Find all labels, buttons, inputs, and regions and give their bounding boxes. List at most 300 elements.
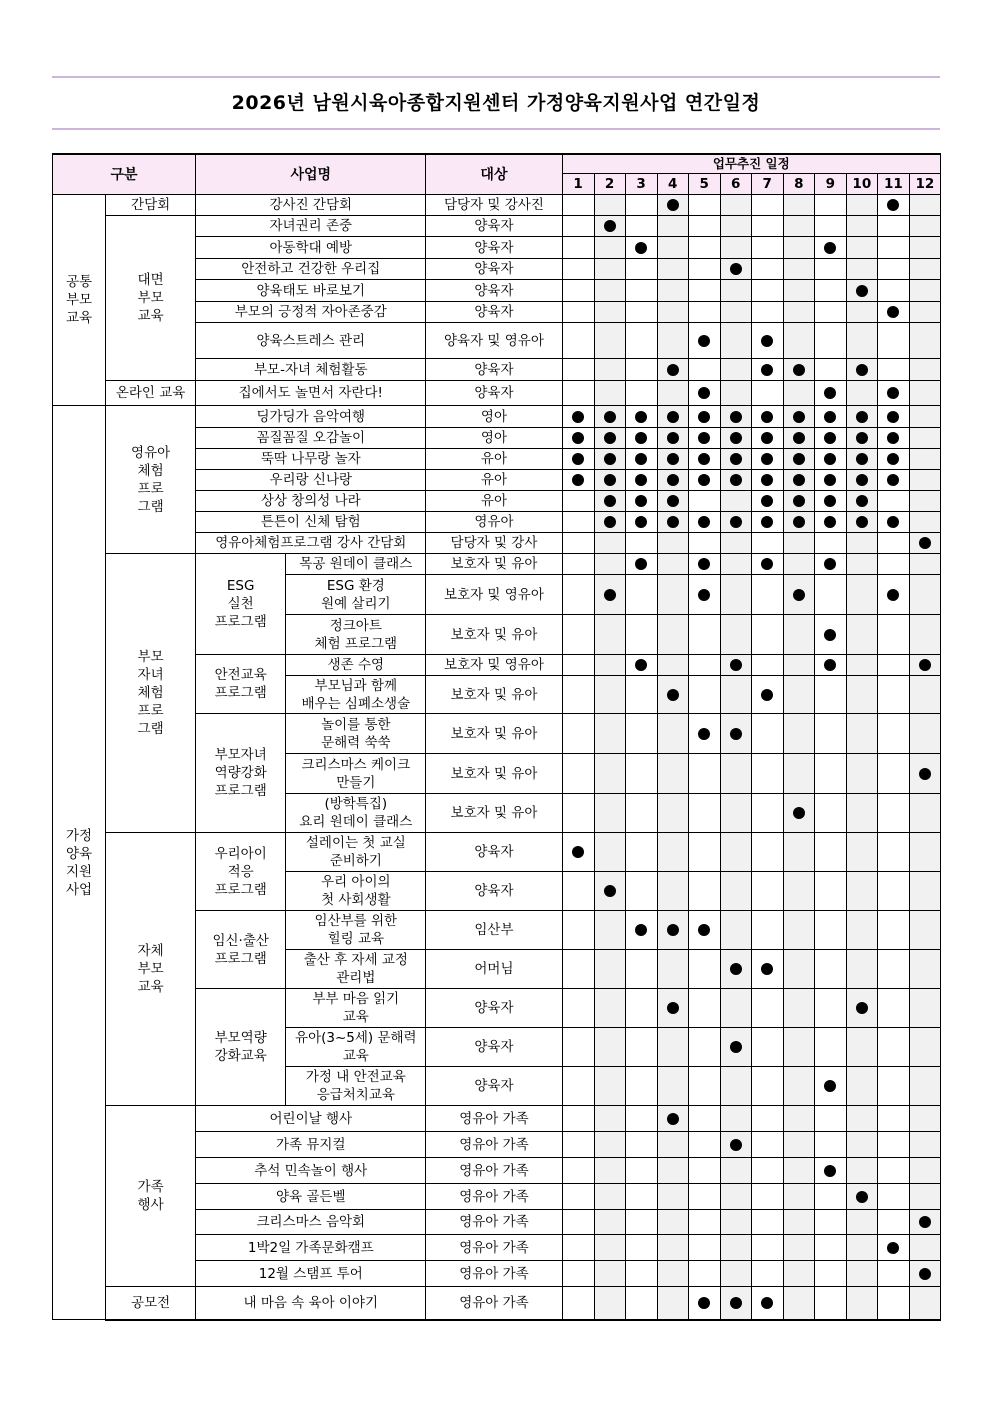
month-cell xyxy=(846,950,877,989)
schedule-dot-icon xyxy=(919,1216,931,1228)
month-cell xyxy=(688,655,720,676)
month-cell xyxy=(720,1287,751,1320)
month-cell xyxy=(846,533,877,554)
schedule-dot-icon xyxy=(856,474,868,486)
schedule-dot-icon xyxy=(824,387,836,399)
month-cell xyxy=(814,1287,846,1320)
schedule-dot-icon xyxy=(793,516,805,528)
month-cell xyxy=(562,615,594,655)
month-cell xyxy=(720,872,751,911)
month-cell xyxy=(720,676,751,714)
month-cell xyxy=(783,794,814,833)
program-name: 12월 스탬프 투어 xyxy=(196,1261,426,1287)
header-month: 2 xyxy=(594,174,625,195)
month-cell xyxy=(562,302,594,323)
program-name: 부모님과 함께 배우는 심폐소생술 xyxy=(286,676,426,714)
schedule-dot-icon xyxy=(698,589,710,601)
month-cell xyxy=(877,302,909,323)
month-cell xyxy=(751,1158,783,1184)
month-cell xyxy=(657,237,688,259)
table-row xyxy=(53,406,941,428)
program-name: 부부 마음 읽기 교육 xyxy=(286,989,426,1028)
month-cell xyxy=(783,470,814,491)
schedule-dot-icon xyxy=(730,432,742,444)
month-cell xyxy=(814,872,846,911)
program-name: 안전하고 건강한 우리집 xyxy=(196,259,426,280)
month-cell xyxy=(877,1184,909,1210)
month-cell xyxy=(783,1210,814,1235)
month-cell xyxy=(751,1132,783,1158)
month-cell xyxy=(783,1028,814,1067)
month-cell xyxy=(562,491,594,512)
month-cell xyxy=(594,1210,625,1235)
month-cell xyxy=(562,676,594,714)
program-target: 양육자 xyxy=(426,872,562,911)
month-cell xyxy=(909,1106,940,1132)
month-cell xyxy=(625,533,657,554)
month-cell xyxy=(657,950,688,989)
month-cell xyxy=(783,1158,814,1184)
month-cell xyxy=(594,470,625,491)
table-row xyxy=(53,1287,941,1320)
program-target: 영유아 가족 xyxy=(426,1184,562,1210)
month-cell xyxy=(625,1184,657,1210)
month-cell xyxy=(909,1067,940,1106)
month-cell xyxy=(909,470,940,491)
program-target: 어머님 xyxy=(426,950,562,989)
month-cell xyxy=(846,1028,877,1067)
month-cell xyxy=(562,1210,594,1235)
month-cell xyxy=(594,259,625,280)
schedule-dot-icon xyxy=(635,659,647,671)
program-target: 양육자 xyxy=(426,833,562,872)
program-name: 뚝딱 나무랑 놀자 xyxy=(196,449,426,470)
schedule-dot-icon xyxy=(887,516,899,528)
month-cell xyxy=(625,280,657,302)
month-cell xyxy=(751,280,783,302)
schedule-dot-icon xyxy=(604,474,616,486)
month-cell xyxy=(814,195,846,216)
month-cell xyxy=(751,259,783,280)
month-cell xyxy=(814,676,846,714)
month-cell xyxy=(783,1132,814,1158)
month-cell xyxy=(846,428,877,449)
month-cell xyxy=(625,989,657,1028)
month-cell xyxy=(625,794,657,833)
group-common-parent-edu: 공통 부모 교육 xyxy=(53,195,106,406)
month-cell xyxy=(594,655,625,676)
month-cell xyxy=(814,1158,846,1184)
month-cell xyxy=(751,359,783,381)
month-cell xyxy=(688,512,720,533)
month-cell xyxy=(783,1184,814,1210)
month-cell xyxy=(594,302,625,323)
schedule-dot-icon xyxy=(919,1268,931,1280)
month-cell xyxy=(877,794,909,833)
month-cell xyxy=(562,1184,594,1210)
month-cell xyxy=(720,554,751,575)
month-cell xyxy=(783,872,814,911)
month-cell xyxy=(688,195,720,216)
month-cell xyxy=(751,1028,783,1067)
month-cell xyxy=(783,911,814,950)
month-cell xyxy=(783,615,814,655)
month-cell xyxy=(814,237,846,259)
schedule-dot-icon xyxy=(824,242,836,254)
header-program: 사업명 xyxy=(196,154,426,195)
month-cell xyxy=(814,1235,846,1261)
subgroup-contest: 공모전 xyxy=(106,1287,196,1320)
month-cell xyxy=(814,1261,846,1287)
program-name: 상상 창의성 나라 xyxy=(196,491,426,512)
program-target: 양육자 xyxy=(426,280,562,302)
schedule-dot-icon xyxy=(856,432,868,444)
month-cell xyxy=(751,1235,783,1261)
schedule-dot-icon xyxy=(856,495,868,507)
month-cell xyxy=(688,575,720,615)
program-target: 보호자 및 유아 xyxy=(426,754,562,794)
month-cell xyxy=(688,714,720,754)
month-cell xyxy=(909,754,940,794)
header-month: 6 xyxy=(720,174,751,195)
schedule-dot-icon xyxy=(761,495,773,507)
table-row xyxy=(53,381,941,406)
month-cell xyxy=(562,1287,594,1320)
month-cell xyxy=(625,872,657,911)
month-cell xyxy=(594,381,625,406)
program-target: 유아 xyxy=(426,470,562,491)
month-cell xyxy=(846,1106,877,1132)
month-cell xyxy=(783,554,814,575)
month-cell xyxy=(625,381,657,406)
month-cell xyxy=(909,676,940,714)
program-name: 딩가딩가 음악여행 xyxy=(196,406,426,428)
program-target: 영유아 가족 xyxy=(426,1158,562,1184)
month-cell xyxy=(909,449,940,470)
table-row xyxy=(53,216,941,237)
program-name: 놀이를 통한 문해력 쑥쑥 xyxy=(286,714,426,754)
schedule-dot-icon xyxy=(887,199,899,211)
schedule-dot-icon xyxy=(761,474,773,486)
schedule-dot-icon xyxy=(698,924,710,936)
month-cell xyxy=(909,237,940,259)
month-cell xyxy=(562,714,594,754)
schedule-dot-icon xyxy=(824,432,836,444)
month-cell xyxy=(846,280,877,302)
month-cell xyxy=(909,833,940,872)
month-cell xyxy=(909,1184,940,1210)
month-cell xyxy=(688,470,720,491)
month-cell xyxy=(877,911,909,950)
month-cell xyxy=(688,1067,720,1106)
month-cell xyxy=(562,449,594,470)
schedule-dot-icon xyxy=(667,516,679,528)
month-cell xyxy=(562,406,594,428)
program-name: 1박2일 가족문화캠프 xyxy=(196,1235,426,1261)
month-cell xyxy=(562,470,594,491)
schedule-dot-icon xyxy=(793,453,805,465)
schedule-dot-icon xyxy=(604,495,616,507)
month-cell xyxy=(909,1132,940,1158)
month-cell xyxy=(846,1184,877,1210)
month-cell xyxy=(594,676,625,714)
schedule-dot-icon xyxy=(761,432,773,444)
header-month: 11 xyxy=(877,174,909,195)
month-cell xyxy=(688,302,720,323)
month-cell xyxy=(877,216,909,237)
month-cell xyxy=(657,676,688,714)
schedule-dot-icon xyxy=(856,453,868,465)
program-target: 영유아 xyxy=(426,512,562,533)
month-cell xyxy=(720,989,751,1028)
month-cell xyxy=(783,323,814,359)
schedule-dot-icon xyxy=(698,387,710,399)
month-cell xyxy=(688,359,720,381)
month-cell xyxy=(783,950,814,989)
schedule-dot-icon xyxy=(635,474,647,486)
schedule-dot-icon xyxy=(793,807,805,819)
month-cell xyxy=(751,615,783,655)
program-target: 담당자 및 강사 xyxy=(426,533,562,554)
header-month: 5 xyxy=(688,174,720,195)
program-target: 영아 xyxy=(426,428,562,449)
program-target: 양육자 xyxy=(426,237,562,259)
month-cell xyxy=(751,195,783,216)
subgroup-self-edu: 자체 부모 교육 xyxy=(106,833,196,1106)
month-cell xyxy=(909,428,940,449)
program-name: 생존 수영 xyxy=(286,655,426,676)
month-cell xyxy=(657,575,688,615)
month-cell xyxy=(814,323,846,359)
schedule-dot-icon xyxy=(698,411,710,423)
month-cell xyxy=(562,655,594,676)
month-cell xyxy=(751,655,783,676)
month-cell xyxy=(562,1028,594,1067)
month-cell xyxy=(877,950,909,989)
month-cell xyxy=(594,989,625,1028)
schedule-dot-icon xyxy=(887,474,899,486)
month-cell xyxy=(751,833,783,872)
program-target: 담당자 및 강사진 xyxy=(426,195,562,216)
month-cell xyxy=(688,381,720,406)
month-cell xyxy=(562,872,594,911)
schedule-dot-icon xyxy=(667,924,679,936)
month-cell xyxy=(594,449,625,470)
subgroup-child-exp: 영유아 체험 프로 그램 xyxy=(106,406,196,554)
schedule-dot-icon xyxy=(698,558,710,570)
page-title: 2026년 남원시육아종합지원센터 가정양육지원사업 연간일정 xyxy=(231,92,761,114)
month-cell xyxy=(909,615,940,655)
schedule-dot-icon xyxy=(604,453,616,465)
month-cell xyxy=(751,237,783,259)
schedule-dot-icon xyxy=(730,659,742,671)
program-name: 유아(3~5세) 문해력 교육 xyxy=(286,1028,426,1067)
month-cell xyxy=(688,1287,720,1320)
month-cell xyxy=(688,428,720,449)
month-cell xyxy=(846,512,877,533)
month-cell xyxy=(562,950,594,989)
month-cell xyxy=(625,237,657,259)
month-cell xyxy=(846,1132,877,1158)
month-cell xyxy=(846,794,877,833)
program-name: 양육태도 바로보기 xyxy=(196,280,426,302)
schedule-dot-icon xyxy=(824,629,836,641)
month-cell xyxy=(751,950,783,989)
header-month: 3 xyxy=(625,174,657,195)
schedule-dot-icon xyxy=(572,411,584,423)
month-cell xyxy=(814,950,846,989)
month-cell xyxy=(814,280,846,302)
program-target: 영유아 가족 xyxy=(426,1287,562,1320)
month-cell xyxy=(594,872,625,911)
month-cell xyxy=(814,449,846,470)
month-cell xyxy=(625,1235,657,1261)
month-cell xyxy=(594,323,625,359)
month-cell xyxy=(657,216,688,237)
month-cell xyxy=(720,1158,751,1184)
month-cell xyxy=(562,259,594,280)
subgroup-family-event: 가족 행사 xyxy=(106,1106,196,1287)
month-cell xyxy=(877,833,909,872)
month-cell xyxy=(846,237,877,259)
table-row xyxy=(53,833,941,872)
month-cell xyxy=(877,470,909,491)
title-bottom-rule xyxy=(52,128,940,130)
schedule-dot-icon xyxy=(604,885,616,897)
month-cell xyxy=(594,754,625,794)
month-cell xyxy=(877,259,909,280)
schedule-dot-icon xyxy=(887,432,899,444)
month-cell xyxy=(846,989,877,1028)
month-cell xyxy=(751,470,783,491)
header-month: 1 xyxy=(562,174,594,195)
month-cell xyxy=(688,554,720,575)
month-cell xyxy=(783,280,814,302)
month-cell xyxy=(657,1261,688,1287)
schedule-dot-icon xyxy=(887,387,899,399)
month-cell xyxy=(720,655,751,676)
month-cell xyxy=(688,911,720,950)
month-cell xyxy=(688,1106,720,1132)
month-cell xyxy=(594,1184,625,1210)
month-cell xyxy=(594,554,625,575)
schedule-dot-icon xyxy=(730,263,742,275)
month-cell xyxy=(751,302,783,323)
schedule-dot-icon xyxy=(730,516,742,528)
subsub-safety: 안전교육 프로그램 xyxy=(196,655,286,714)
month-cell xyxy=(909,1028,940,1067)
schedule-dot-icon xyxy=(824,411,836,423)
subsub-parent-cap: 부모역량 강화교육 xyxy=(196,989,286,1106)
month-cell xyxy=(846,323,877,359)
schedule-dot-icon xyxy=(824,495,836,507)
program-name: 영유아체험프로그램 강사 간담회 xyxy=(196,533,426,554)
month-cell xyxy=(657,1028,688,1067)
program-name: 가정 내 안전교육 응급처치교육 xyxy=(286,1067,426,1106)
month-cell xyxy=(846,302,877,323)
schedule-dot-icon xyxy=(856,1191,868,1203)
month-cell xyxy=(657,872,688,911)
month-cell xyxy=(625,323,657,359)
program-name: 부모-자녀 체험활동 xyxy=(196,359,426,381)
month-cell xyxy=(657,259,688,280)
month-cell xyxy=(657,911,688,950)
month-cell xyxy=(720,195,751,216)
month-cell xyxy=(814,216,846,237)
month-cell xyxy=(909,794,940,833)
schedule-dot-icon xyxy=(667,1113,679,1125)
month-cell xyxy=(877,872,909,911)
month-cell xyxy=(814,911,846,950)
month-cell xyxy=(783,302,814,323)
program-name: 가족 뮤지컬 xyxy=(196,1132,426,1158)
month-cell xyxy=(846,491,877,512)
month-cell xyxy=(625,491,657,512)
month-cell xyxy=(751,872,783,911)
program-target: 영아 xyxy=(426,406,562,428)
month-cell xyxy=(909,533,940,554)
month-cell xyxy=(877,406,909,428)
table-row xyxy=(53,1106,941,1132)
schedule-dot-icon xyxy=(793,364,805,376)
month-cell xyxy=(783,833,814,872)
month-cell xyxy=(814,714,846,754)
month-cell xyxy=(814,381,846,406)
month-cell xyxy=(877,1261,909,1287)
month-cell xyxy=(783,216,814,237)
schedule-dot-icon xyxy=(667,411,679,423)
month-cell xyxy=(846,714,877,754)
month-cell xyxy=(688,676,720,714)
month-cell xyxy=(657,794,688,833)
month-cell xyxy=(814,259,846,280)
month-cell xyxy=(625,449,657,470)
schedule-dot-icon xyxy=(635,432,647,444)
schedule-dot-icon xyxy=(730,453,742,465)
program-name: 설레이는 첫 교실 준비하기 xyxy=(286,833,426,872)
schedule-dot-icon xyxy=(698,335,710,347)
month-cell xyxy=(814,615,846,655)
schedule-dot-icon xyxy=(635,453,647,465)
month-cell xyxy=(751,533,783,554)
month-cell xyxy=(846,872,877,911)
month-cell xyxy=(594,1158,625,1184)
month-cell xyxy=(562,1235,594,1261)
month-cell xyxy=(625,302,657,323)
month-cell xyxy=(909,554,940,575)
month-cell xyxy=(720,406,751,428)
month-cell xyxy=(625,428,657,449)
month-cell xyxy=(877,1235,909,1261)
month-cell xyxy=(877,280,909,302)
month-cell xyxy=(657,833,688,872)
month-cell xyxy=(783,381,814,406)
month-cell xyxy=(751,491,783,512)
month-cell xyxy=(877,323,909,359)
month-cell xyxy=(751,1210,783,1235)
program-target: 양육자 및 영유아 xyxy=(426,323,562,359)
month-cell xyxy=(720,449,751,470)
schedule-dot-icon xyxy=(667,453,679,465)
month-cell xyxy=(657,470,688,491)
month-cell xyxy=(846,1067,877,1106)
schedule-dot-icon xyxy=(793,495,805,507)
program-target: 양육자 xyxy=(426,216,562,237)
month-cell xyxy=(751,428,783,449)
month-cell xyxy=(657,406,688,428)
schedule-table xyxy=(52,153,941,1321)
month-cell xyxy=(877,575,909,615)
